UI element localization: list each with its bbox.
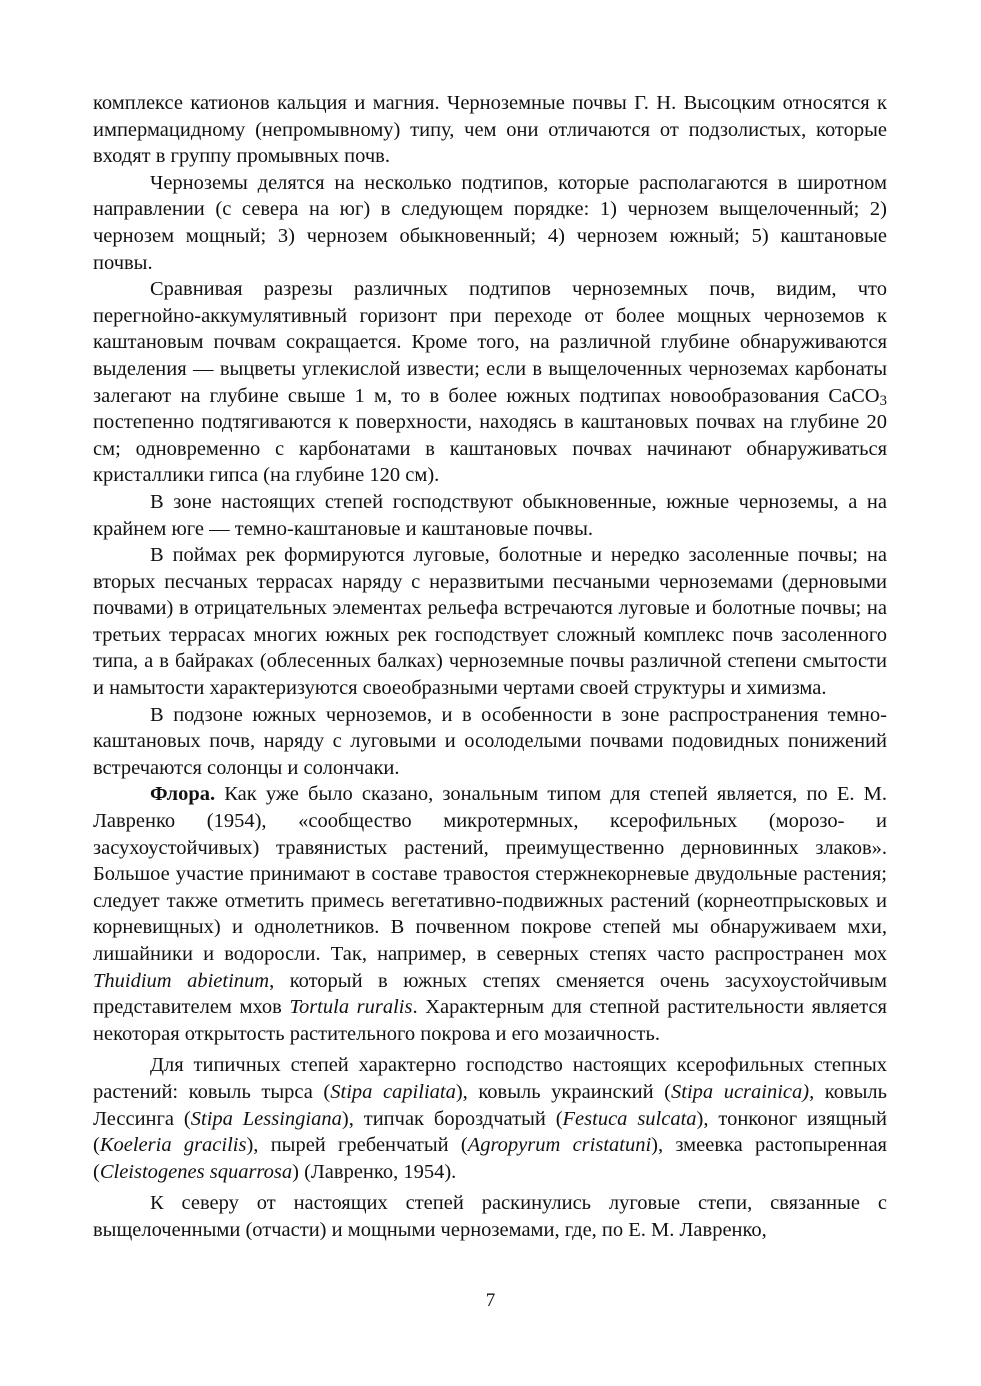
paragraph-4: В зоне настоящих степей господствуют обыкновенные, южные черноземы, а на крайнем юге — темно-каштановые и каштановые почвы. [93, 490, 887, 540]
paragraph-1: комплексе катионов кальция и магния. Черноземные почвы Г. Н. Высоцким относятся к импермацидному (непромывному) типу, чем они отличаются от подзолистых, которые входят в группу промывных почв. [93, 92, 887, 168]
section-heading-flora: Флора. [150, 783, 216, 806]
page-number: 7 [485, 1290, 496, 1311]
flora-text-1: Как уже было сказано, зональным типом для степей является, по Е. М. Лавренко (1954), «сообщество микротермных, ксерофильных (морозо- и засухоустойчивых) травянистых растений, преимущественно дерновинных злаков». Большое участие принимают в составе травостоя стержнекорневые двудольные растения; следует также отметить примесь вегетативно-подвижных растений (корнеотпрысковых и корневищных) и однолетников. В почвенном покрове степей мы обнаруживаем мхи, лишайники и водоросли. Так, например, в северных степях часто распространен мох [93, 783, 887, 965]
paragraph-species [93, 1052, 887, 1185]
species-name: Stipa Lessingiana [190, 1107, 342, 1130]
document-page [93, 90, 887, 1244]
species-text: ), пырей гребенчатый ( [246, 1134, 468, 1157]
paragraph-3-text-a: Сравнивая разрезы различных подтипов черноземных почв, видим, что перегнойно-аккумулятивный горизонт при переходе от более мощных черноземов к каштановым почвам сокращается. Кроме того, на различной глубине обнаруживаются выделения — выцветы углекислой извести; если в выщелоченных черноземах карбонаты залегают на глубине свыше 1 м, то в более южных подтипах новообразования CaCO [93, 278, 887, 407]
paragraph-3 [93, 276, 887, 489]
species-text: ) (Лавренко, 1954). [292, 1160, 457, 1183]
chemical-subscript: 3 [879, 392, 887, 409]
species-name: Festuca sulcata [562, 1107, 697, 1130]
flora-text-3: . Характерным для степной растительности является некоторая открытость растительного покрова и его мозаичность. [93, 996, 887, 1045]
paragraph-3-text-b: постепенно подтягиваются к поверхности, находясь в каштановых почвах на глубине 20 см; одновременно с карбонатами в каштановых почвах начинают обнаруживаться кристаллики гипса (на глубине 120 см). [93, 411, 887, 487]
species-name: Cleistogenes squarrosa [99, 1160, 293, 1183]
paragraph-9: К северу от настоящих степей раскинулись луговые степи, связанные с выщелоченными (отчасти) и мощными черноземами, где, по Е. М. Лавренко, [93, 1192, 887, 1241]
flora-text-2: , который в южных степях сменяется очень засухоустойчивым представителем мхов [93, 969, 888, 1019]
paragraph-6: В подзоне южных черноземов, и в особенности в зоне распространения темно-каштановых почв, наряду с луговыми и осолоделыми почвами подовидных понижений встречаются солонцы и солончаки. [93, 703, 887, 779]
paragraph-flora [93, 781, 887, 1047]
species-name: Stipa ucrainica), [671, 1080, 815, 1103]
paragraph-5: В поймах рек формируются луговые, болотные и нередко засоленные почвы; на вторых песчаных террасах наряду с неразвитыми песчаными черноземами (дерновыми почвами) в отрицательных элементах рельефа встречаются луговые и болотные почвы; на третьих террасах многих южных рек господствует сложный комплекс почв засоленного типа, а в байраках (облесенных балках) черноземные почвы различной степени смытости и намытости характеризуются своеобразными чертами своей структуры и химизма. [93, 544, 887, 700]
species-name: Stipa capiliata [330, 1080, 456, 1103]
species-name: Thuidium abietinum [93, 969, 270, 992]
species-text: ), типчак бороздчатый ( [341, 1107, 563, 1130]
species-text: Для типичных степей характерно господство настоящих ксерофильных степных растений: ковыль тырса ( [93, 1054, 887, 1103]
species-text: ), ковыль украинский ( [455, 1080, 671, 1103]
species-name: Tortula ruralis [289, 996, 413, 1019]
species-text: ковыль Лессинга ( [93, 1080, 887, 1130]
species-name: Koeleria gracilis [99, 1134, 247, 1157]
paragraph-2: Черноземы делятся на несколько подтипов, которые располагаются в широтном направлении (с севера на юг) в следующем порядке: 1) чернозем выщелоченный; 2) чернозем мощный; 3) чернозем обыкновенный; 4) чернозем южный; 5) каштановые почвы. [93, 171, 887, 274]
species-text: ), змеевка растопыренная ( [93, 1134, 887, 1183]
species-name: Agropyrum cristatuni [467, 1134, 652, 1157]
species-text: ), тонконог изящный ( [93, 1107, 887, 1157]
